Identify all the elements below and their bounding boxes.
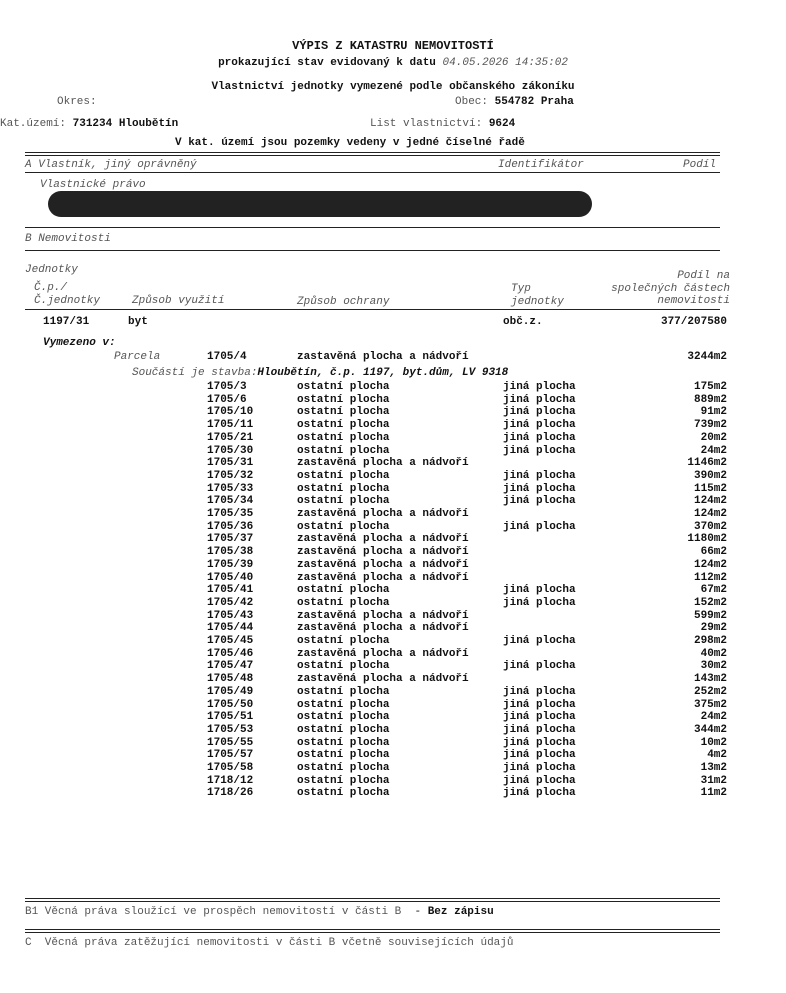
parcel-use: ostatní plocha [297,635,390,647]
parcel-number: 1705/42 [207,596,254,609]
parcel-type: jiná plocha [503,787,576,800]
parcel-row [0,775,786,787]
parcel-number: 1705/21 [207,431,254,444]
section-b1-line [25,906,494,919]
col-type-line2: jednotky [511,296,564,308]
parcel-use: ostatní plocha [297,482,390,495]
parcel-use: zastavěná plocha a nádvoří [297,609,469,622]
parcel-use: zastavěná plocha a nádvoří [297,571,469,584]
parcel-use: ostatní plocha [297,444,390,457]
parcel-area: 13m2 [700,762,727,774]
parcel-number: 1705/30 [207,444,254,457]
parcel-area: 29m2 [700,622,727,635]
parcel-row [0,457,786,469]
parcel-type: jiná plocha [503,584,576,597]
section-a-col-identifier: Identifikátor [498,159,584,171]
subtitle-datetime: 04.05.2026 14:35:02 [442,57,568,69]
parcel-area: 599m2 [693,609,727,622]
document-subtitle [0,57,786,70]
parcel-area: 112m2 [693,571,727,584]
parcel-area: 67m2 [700,584,727,597]
parcel-number: 1705/40 [207,571,254,584]
parcel-row [0,673,786,685]
parcel-number: 1705/39 [207,558,254,571]
parcel-area: 370m2 [693,520,727,533]
parcel-use: zastavěná plocha a nádvoří [297,457,469,470]
parcel-area: 66m2 [700,546,727,559]
parcel-area: 390m2 [693,469,727,482]
parcel-row [0,394,786,406]
main-parcel-area-text: 3244m2 [687,351,727,363]
parcel-use: ostatní plocha [297,469,390,482]
parcel-number: 1705/41 [207,584,254,597]
parcel-row [0,724,786,736]
section-a-col-share: Podíl [683,159,717,171]
parcel-use: ostatní plocha [297,406,390,419]
parcel-use: ostatní plocha [297,660,390,673]
section-b1-value: Bez zápisu [427,906,494,918]
parcel-use: ostatní plocha [297,584,390,597]
parcel-row [0,495,786,507]
parcel-area: 20m2 [700,431,727,444]
building-value: Hloubětín, č.p. 1197, byt.dům, LV 9318 [257,367,509,379]
col-units: Jednotky [25,264,78,276]
parcel-number: 1705/37 [207,533,254,546]
parcel-type: jiná plocha [503,749,576,762]
parcel-use: ostatní plocha [297,381,390,393]
lv-value: 9624 [488,118,516,130]
parcel-area: 152m2 [693,596,727,609]
parcel-number: 1705/44 [207,622,254,635]
katuzemi-label: Kat.území: [0,118,67,130]
section-b-underline [25,250,720,251]
parcel-area: 252m2 [693,685,727,698]
col-share-line1 [650,270,730,283]
parcel-row [0,521,786,533]
col-share-line3 [600,295,730,308]
parcel-row [0,749,786,761]
section-b1-rule [25,898,720,902]
parcel-type: jiná plocha [503,774,576,787]
okres-label: Okres: [57,96,97,108]
parcel-type: jiná plocha [503,635,576,647]
parcel-number: 1705/11 [207,419,254,432]
obec-label: Obec: [455,96,489,108]
parcel-use: ostatní plocha [297,685,390,698]
parcel-number: 1705/49 [207,685,254,698]
parcel-type: jiná plocha [503,469,576,482]
col-protection: Způsob ochrany [297,296,390,308]
parcel-area: 124m2 [693,558,727,571]
parcel-type: jiná plocha [503,698,576,711]
section-b1-title: B1 Věcná práva sloužící ve prospěch nemovitostí v části B [25,906,402,918]
parcel-type: jiná plocha [503,711,576,724]
parcel-number: 1705/34 [207,495,254,508]
parcel-row [0,533,786,545]
parcel-type: jiná plocha [503,596,576,609]
section-c-title: C Věcná práva zatěžující nemovitosti v části B včetně souvisejících údajů [25,937,514,949]
parcel-use: ostatní plocha [297,520,390,533]
col-cp: Č.p./ [34,282,68,294]
unit-number: 1197/31 [43,316,90,328]
parcel-number: 1705/48 [207,673,254,686]
parcel-row [0,622,786,634]
parcel-number: 1705/53 [207,723,254,736]
parcel-type: jiná plocha [503,482,576,495]
parcel-area: 1146m2 [687,457,727,470]
parcel-use: zastavěná plocha a nádvoří [297,622,469,635]
parcel-row [0,419,786,431]
parcel-row [0,483,786,495]
lv-field [370,118,515,131]
parcel-row [0,559,786,571]
col-share-line2-text: společných částech [611,283,730,295]
parcel-area: 11m2 [700,787,727,800]
parcel-number: 1705/38 [207,546,254,559]
parcel-row [0,737,786,749]
parcel-number: 1705/32 [207,469,254,482]
main-parcel-area [620,351,727,364]
parcel-row [0,610,786,622]
obec-value: 554782 Praha [494,96,574,108]
parcel-use: zastavěná plocha a nádvoří [297,508,469,520]
parcel-row [0,406,786,418]
document-title: VÝPIS Z KATASTRU NEMOVITOSTÍ [292,39,494,53]
parcel-number: 1705/35 [207,508,254,520]
parcel-row [0,508,786,520]
parcel-type: jiná plocha [503,520,576,533]
parcel-area: 30m2 [700,660,727,673]
numbering-note: V kat. území jsou pozemky vedeny v jedné číselné řadě [175,137,525,149]
section-a-rule [25,152,720,156]
parcel-row [0,711,786,723]
unit-share-text: 377/207580 [660,316,727,328]
parcel-use: ostatní plocha [297,736,390,749]
unit-share [620,316,727,329]
parcel-number: 1705/36 [207,520,254,533]
parcel-label: Parcela [114,351,161,363]
col-share-line1-text: Podíl na [677,270,730,282]
parcel-row [0,597,786,609]
unit-use: byt [128,316,148,328]
parcel-row [0,572,786,584]
col-cj: Č.jednotky [34,295,101,307]
parcel-number: 1705/51 [207,711,254,724]
parcel-use: ostatní plocha [297,419,390,432]
katuzemi-field [0,118,178,131]
parcel-type: jiná plocha [503,381,576,393]
parcel-type: jiná plocha [503,723,576,736]
parcel-use: ostatní plocha [297,762,390,774]
parcel-use: zastavěná plocha a nádvoří [297,558,469,571]
building-line [132,367,508,380]
parcel-number: 1705/31 [207,457,254,470]
parcel-use: ostatní plocha [297,711,390,724]
parcel-area: 4m2 [707,749,727,762]
parcel-row [0,660,786,672]
parcel-area: 889m2 [693,393,727,406]
parcel-type: jiná plocha [503,419,576,432]
section-a-title: A Vlastník, jiný oprávněný [25,159,197,171]
parcel-number: 1705/10 [207,406,254,419]
parcel-row [0,762,786,774]
main-parcel-number: 1705/4 [207,351,247,363]
parcel-area: 115m2 [693,482,727,495]
section-b1-dash: - [414,906,422,918]
ownership-right-label: Vlastnické právo [40,179,146,191]
col-share-line3-text: nemovitosti [657,295,730,307]
parcel-area: 298m2 [693,635,727,647]
parcel-use: ostatní plocha [297,774,390,787]
parcel-use: ostatní plocha [297,749,390,762]
parcel-use: zastavěná plocha a nádvoří [297,546,469,559]
parcel-type: jiná plocha [503,736,576,749]
parcel-area: 143m2 [693,673,727,686]
parcel-number: 1705/57 [207,749,254,762]
parcel-use: ostatní plocha [297,787,390,800]
parcel-row [0,686,786,698]
parcel-number: 1705/55 [207,736,254,749]
parcel-type: jiná plocha [503,393,576,406]
parcel-area: 40m2 [700,647,727,660]
parcel-type: jiná plocha [503,660,576,673]
building-label: Součástí je stavba: [132,367,258,379]
parcel-number: 1705/46 [207,647,254,660]
katuzemi-value: 731234 Hloubětín [72,118,179,130]
ownership-type: Vlastnictví jednotky vymezené podle občanského zákoníku [211,81,575,93]
parcel-area: 10m2 [700,736,727,749]
parcel-row [0,445,786,457]
parcel-area: 91m2 [700,406,727,419]
parcel-row [0,546,786,558]
parcel-row [0,470,786,482]
parcel-row [0,648,786,660]
parcel-area: 124m2 [693,508,727,520]
parcel-row [0,584,786,596]
parcel-use: ostatní plocha [297,723,390,736]
parcel-use: ostatní plocha [297,431,390,444]
section-a-underline [25,172,720,173]
section-b-title: B Nemovitosti [25,233,111,245]
subtitle-prefix: prokazující stav evidovaný k datu [218,57,436,69]
parcel-row [0,635,786,647]
lv-label: List vlastnictví: [370,118,483,130]
parcel-number: 1705/6 [207,393,247,406]
parcel-number: 1705/58 [207,762,254,774]
col-type-line1: Typ [511,283,531,295]
section-b-header-rule [25,309,720,310]
parcel-number: 1705/45 [207,635,254,647]
parcel-type: jiná plocha [503,685,576,698]
parcel-number: 1705/43 [207,609,254,622]
main-parcel-use: zastavěná plocha a nádvoří [297,351,469,363]
unit-type: obč.z. [503,316,543,328]
parcel-use: ostatní plocha [297,698,390,711]
parcel-number: 1705/50 [207,698,254,711]
parcel-number: 1718/12 [207,774,254,787]
parcel-use: ostatní plocha [297,393,390,406]
redaction-bar [48,191,592,217]
parcel-type: jiná plocha [503,495,576,508]
parcel-number: 1705/33 [207,482,254,495]
parcel-area: 31m2 [700,774,727,787]
parcel-type: jiná plocha [503,444,576,457]
parcel-area: 1180m2 [687,533,727,546]
parcel-row [0,381,786,393]
parcel-area: 24m2 [700,711,727,724]
parcel-number: 1705/47 [207,660,254,673]
parcel-type: jiná plocha [503,406,576,419]
parcel-use: ostatní plocha [297,495,390,508]
parcel-use: zastavěná plocha a nádvoří [297,673,469,686]
parcel-area: 739m2 [693,419,727,432]
parcel-area: 344m2 [693,723,727,736]
obec-field [455,96,574,109]
section-c-rule [25,929,720,933]
parcel-area: 175m2 [693,381,727,393]
section-b-rule [25,227,720,228]
parcel-row [0,432,786,444]
parcel-area: 375m2 [693,698,727,711]
parcel-use: ostatní plocha [297,596,390,609]
parcel-area: 124m2 [693,495,727,508]
parcel-type: jiná plocha [503,762,576,774]
defined-in-label: Vymezeno v: [43,337,116,349]
parcel-row [0,699,786,711]
parcel-number: 1705/3 [207,381,247,393]
parcel-area: 24m2 [700,444,727,457]
col-use: Způsob využití [132,295,225,307]
parcel-use: zastavěná plocha a nádvoří [297,647,469,660]
parcel-use: zastavěná plocha a nádvoří [297,533,469,546]
parcel-number: 1718/26 [207,787,254,800]
parcel-type: jiná plocha [503,431,576,444]
parcel-row [0,787,786,799]
